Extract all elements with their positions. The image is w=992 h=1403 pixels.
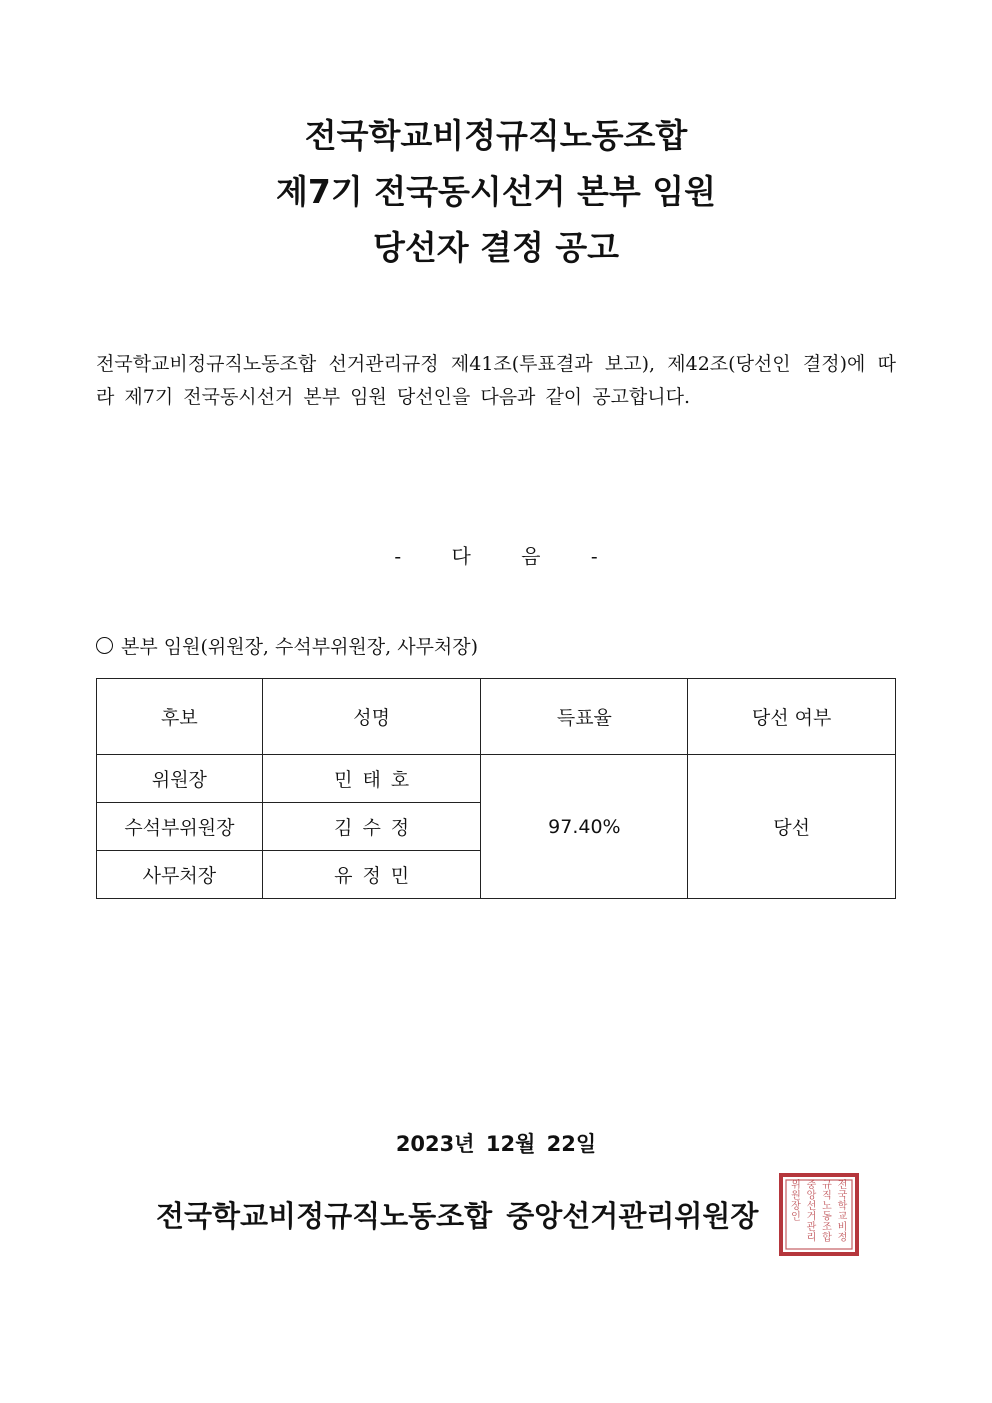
seal-glyph: 장 — [791, 1201, 801, 1212]
seal-glyph: 합 — [822, 1232, 832, 1244]
notice-date: 2023년 12월 22일 — [395, 1132, 597, 1156]
seal-glyph: 교 — [837, 1211, 848, 1223]
position-cell: 수석부위원장 — [97, 803, 263, 851]
seal-glyph: 관 — [806, 1222, 817, 1233]
name-cell: 유정민 — [262, 851, 481, 899]
seal-glyph: 규 — [822, 1180, 832, 1191]
seal-glyph: 국 — [837, 1190, 848, 1202]
header-vote-rate: 득표율 — [481, 679, 688, 755]
title-line-3: 당선자 결정 공고 — [372, 228, 620, 267]
seal-glyph: 노 — [822, 1201, 832, 1212]
result-cell: 당선 — [688, 755, 896, 899]
issuer-signature: 전국학교비정규직노동조합 중앙선거관리위원장 — [156, 1199, 759, 1233]
section-heading-text: 본부 임원(위원장, 수석부위원장, 사무처장) — [121, 636, 479, 658]
vote-rate-cell: 97.40% — [481, 755, 688, 899]
notice-title — [0, 108, 992, 276]
seal-glyph: 학 — [837, 1201, 848, 1212]
circle-bullet-icon — [96, 637, 113, 654]
table-header-row — [97, 679, 896, 755]
position-cell: 사무처장 — [97, 851, 263, 899]
table-row — [97, 755, 896, 803]
seal-glyph: 앙 — [806, 1190, 817, 1202]
intro-paragraph: 전국학교비정규직노동조합 선거관리규정 제41조(투표결과 보고), 제42조(당선인 결정)에 따라 제7기 전국동시선거 본부 임원 당선인을 다음과 같이 공고합니다. — [96, 353, 896, 408]
title-line-2: 제7기 전국동시선거 본부 임원 — [276, 172, 716, 211]
seal-glyph: 원 — [791, 1190, 801, 1202]
results-table — [96, 678, 896, 899]
header-candidate: 후보 — [97, 679, 263, 755]
seal-glyph: 거 — [806, 1211, 817, 1223]
seal-glyph: 인 — [791, 1211, 801, 1223]
seal-glyph: 동 — [822, 1211, 832, 1223]
seal-glyph: 리 — [806, 1232, 817, 1244]
seal-glyph: 중 — [806, 1180, 817, 1191]
header-name: 성명 — [262, 679, 481, 755]
seal-glyph: 조 — [822, 1222, 832, 1233]
seal-glyph: 정 — [837, 1232, 848, 1244]
seal-glyph: 비 — [837, 1222, 848, 1233]
name-cell: 민태호 — [262, 755, 481, 803]
seal-glyph: 선 — [806, 1201, 817, 1212]
seal-glyph: 위 — [791, 1180, 801, 1191]
seal-glyph: 전 — [837, 1180, 848, 1191]
seal-glyph: 직 — [822, 1190, 832, 1202]
header-result: 당선 여부 — [688, 679, 896, 755]
position-cell: 위원장 — [97, 755, 263, 803]
section-heading — [96, 632, 478, 659]
official-seal-stamp — [778, 1172, 860, 1257]
separator-heading: - 다 음 - — [394, 544, 598, 568]
title-line-1: 전국학교비정규직노동조합 — [304, 116, 688, 155]
name-cell: 김수정 — [262, 803, 481, 851]
seal-glyphs — [791, 1178, 848, 1244]
